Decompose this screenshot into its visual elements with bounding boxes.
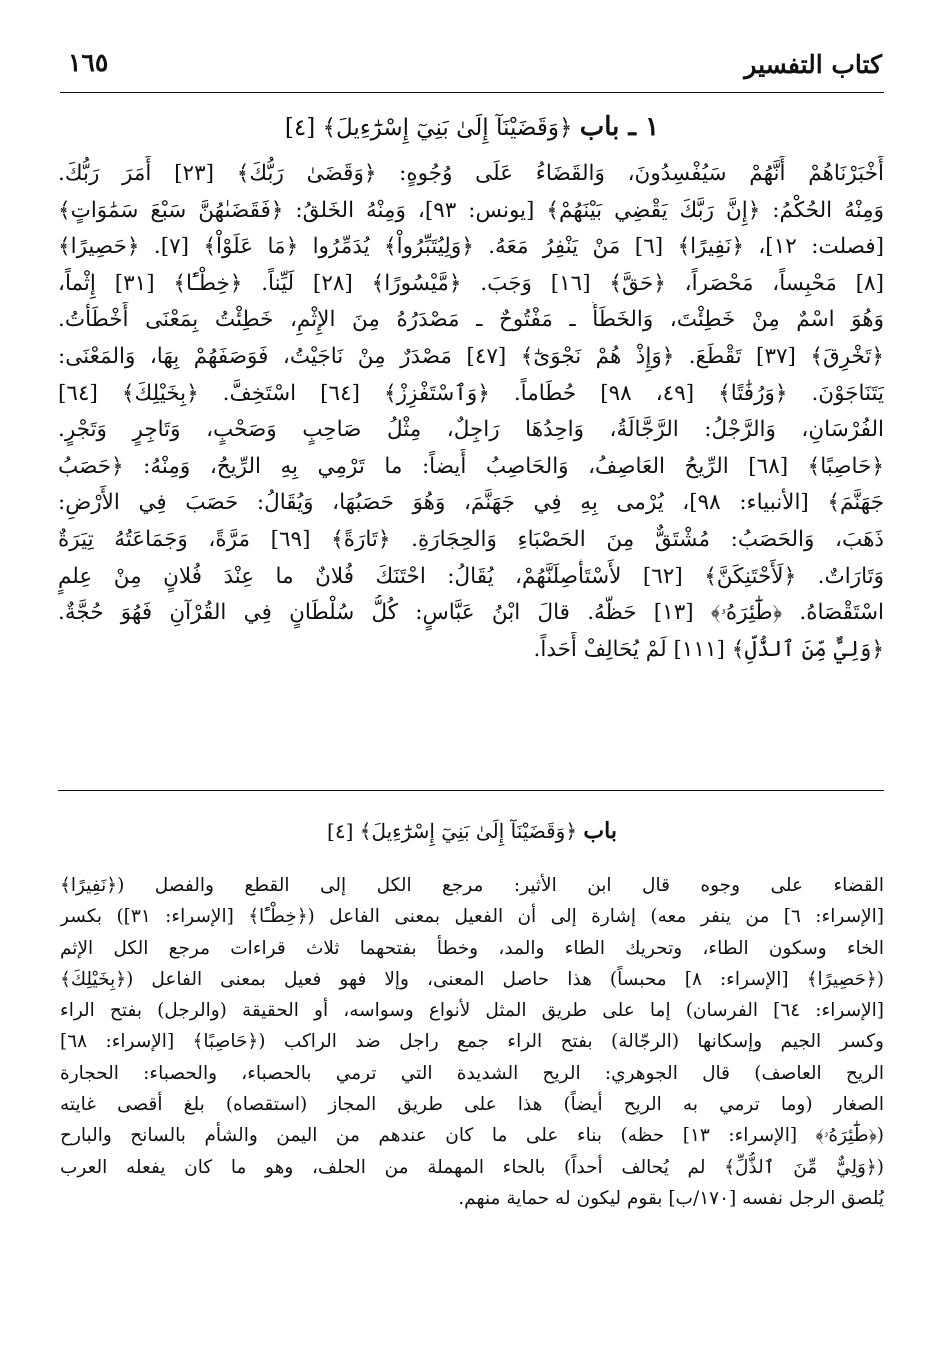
text-line: وَمِنْهُ الحُكْمُ: ﴿إِنَّ رَبَّكَ يَقْضِي بَيْنَهُمْ﴾ [يونس: ٩٣]، وَمِنْهُ الخَلقُ: ﴿فَقَضَىٰهُنَّ سَبْعَ سَمَٰوَاتٍ﴾ (58, 197, 884, 223)
commentary-heading-lead: باب (583, 818, 617, 844)
commentary-line: وكسر الجيم وإسكانها (الرجّالة) بفتح الراء جمع راجل ضد الراكب (﴿حَاصِبًا﴾ [الإسراء: ٦٨] (60, 1031, 884, 1053)
commentary-line: (﴿حَصِيرًا﴾ [الإسراء: ٨] محبساً) هذا حاصل المعنى، وإلا فهو فعيل بمعنى الفاعل (﴿بِخَيْلِكَ﴾ (60, 968, 884, 990)
commentary-line: الريح العاصف) قال الجوهري: الريح الشديدة التي ترمي بالحصباء، والحصباء: الحجارة (60, 1062, 884, 1084)
text-line: وَتَارَاتٌ. ﴿لَأَحْتَنِكَنَّ﴾ [٦٢] لأَسْتَأْصِلَنَّهُمْ، يُقَالُ: احْتَنَكَ فُلانٌ ما عِنْدَ فُلانٍ مِنْ عِلمٍ (58, 563, 884, 589)
text-line: جَهَنَّمَ﴾ [الأنبياء: ٩٨]، يُرْمى بِهِ فِي جَهَنَّمَ، وَهُوَ حَصَبُهَا، وَيُقَالُ: حَصَبَ فِي الأَرْضِ: (58, 490, 884, 516)
main-text (58, 156, 884, 668)
text-line: أَخْبَرْنَاهُمْ أَنَّهُمْ سَيُفْسِدُونَ، وَالقَضَاءُ عَلَى وُجُوهٍ: ﴿وَقَضَىٰ رَبُّكَ﴾ [٢٣] أَمَرَ رَبُّكَ. (58, 161, 884, 186)
running-title: كتاب التفسير (744, 50, 882, 79)
commentary-heading (60, 818, 884, 844)
section-divider (58, 790, 884, 791)
commentary-line: (﴿طَٰٓئِرَهُۥ﴾ [الإسراء: ١٣] حظه) بناء على ما كان عندهم من اليمن والشأم بالسانح والبارح (60, 1125, 884, 1147)
text-line: اسْتَقْصَاهُ. ﴿طَٰٓئِرَهُۥ﴾ [١٣] حَظَّهُ. قالَ ابْنُ عَبَّاسٍ: كُلُّ سُلْطَانٍ فِي القُرْآنِ فَهُوَ حُجَّةٌ. (58, 600, 884, 626)
header-rule (60, 92, 884, 93)
text-line: وَهُوَ اسْمٌ مِنْ خَطِئْتَ، وَالخَطَأُ ـ مَفْتُوحٌ ـ مَصْدَرُهُ مِنَ الإِثْمِ، خَطِئْتُ بِمَعْنَى أَخْطَأْتُ. (58, 307, 884, 333)
commentary-line: القضاء على وجوه قال ابن الأثير: مرجع الكل إلى القطع والفصل (﴿نَفِيرًا﴾ (60, 875, 884, 896)
page-number: ١٦٥ (68, 48, 109, 77)
commentary-text (60, 870, 884, 1214)
commentary-line: الخاء وسكون الطاء، وتحريك الطاء والمد، وخطأ بفتحهما ثلاث قراءات مرجع الكل الإثم (60, 937, 884, 959)
chapter-heading (60, 112, 884, 142)
commentary-line: [الإسراء: ٦٤] الفرسان) إما على طريق المثل لأنواع وسواسه، أو الحقيقة (والرجل) بفتح الراء (60, 1000, 884, 1022)
commentary-heading-verse: ﴿وَقَضَيْنَآ إِلَىٰ بَنِيٓ إِسْرَٰٓءِيلَ﴾ [٤] (327, 819, 578, 843)
commentary-line: يُلصق الرجل نفسه [١٧٠/ب] بقوم ليكون له حماية منهم. (458, 1187, 884, 1209)
text-line: ﴿تَخْرِقَ﴾ [٣٧] تَقْطَعَ. ﴿وَإِذْ هُمْ نَجْوَىٰٓ﴾ [٤٧] مَصْدَرٌ مِنْ نَاجَيْتُ، فَوَصَفَهُمْ بِهَا، وَالمَعْنَى: (58, 343, 884, 369)
text-line: ذَهَبَ، وَالحَصَبُ: مُشْتَقٌّ مِنَ الحَصْبَاءِ وَالحِجَارَةِ. ﴿تَارَةً﴾ [٦٩] مَرَّةً، وَجَمَاعَتُهُ تِيَرَةٌ (58, 526, 884, 552)
commentary-line: [الإسراء: ٦] من ينفر معه) إشارة إلى أن الفعيل بمعنى الفاعل (﴿خِطْـًٔا﴾ [الإسراء: ٣١]) بكسر (60, 906, 884, 928)
text-line: [٨] مَحْبِساً، مَحْصَراً، ﴿حَقَّ﴾ [١٦] وَجَبَ. ﴿مَّيْسُورًا﴾ [٢٨] لَيِّناً. ﴿خِطْـًٔا﴾ [٣١] إِثْماً، (58, 270, 884, 296)
text-line: [فصلت: ١٢]، ﴿نَفِيرًا﴾ [٦] مَنْ يَنْفِرُ مَعَهُ. ﴿وَلِيُتَبِّرُواْ﴾ يُدَمِّرُوا ﴿مَا عَلَوْاْ﴾ [٧]. ﴿حَصِيرًا﴾ (58, 234, 884, 260)
text-line: ﴿حَاصِبًا﴾ [٦٨] الرِّيحُ العَاصِفُ، وَالحَاصِبُ أَيضاً: ما تَرْمِي بِهِ الرِّيحُ، وَمِنْهُ: ﴿حَصَبُ (58, 453, 884, 479)
chapter-heading-lead: ١ ـ باب (579, 112, 660, 142)
text-line: ﴿وَلِيٌّ مِّنَ ٱلذُّلِّ﴾ [١١١] لَمْ يُحَالِفْ أَحَداً. (533, 636, 884, 662)
text-line: يَتَنَاجَوْنَ. ﴿وَرُفَٰتًا﴾ [٤٩، ٩٨] حُطَاماً. ﴿وَٱسْتَفْزِزْ﴾ [٦٤] اسْتَخِفَّ. ﴿بِخَيْلِكَ﴾ [٦٤] (58, 380, 884, 406)
commentary-line: (﴿وَلِيٌّ مِّنَ ٱلذُّلِّ﴾ لم يُحالف أحداً) بالحاء المهملة من الحلف، وهو ما كان يفعله العرب (60, 1156, 884, 1178)
text-line: الفُرْسَانِ، وَالرَّجْلُ: الرَّجَّالَةُ، وَاحِدُهَا رَاجِلٌ، مِثْلُ صَاحِبٍ وَصَحْبٍ، وَتَاجِرٍ وَتَجْرٍ. (58, 417, 884, 443)
chapter-heading-verse: ﴿وَقَضَيْنَآ إِلَىٰ بَنِيٓ إِسْرَٰٓءِيلَ﴾ [٤] (284, 115, 573, 141)
commentary-line: الصغار (وما ترمي به الريح أيضاً) هذا على طريق المجاز (استقصاه) بلغ أقصى غايته (60, 1094, 884, 1116)
